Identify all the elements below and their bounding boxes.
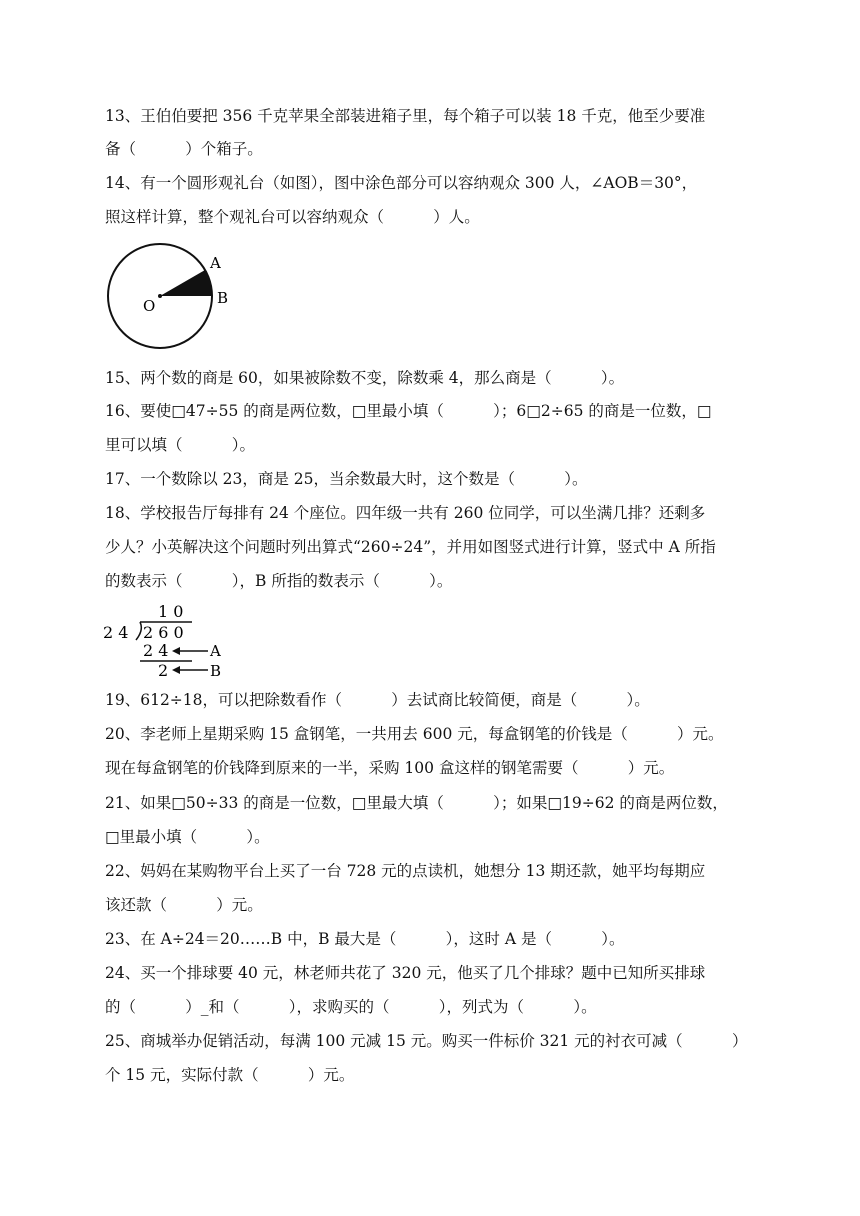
label-a-arrow: A [210,642,221,660]
arrow-a-head [172,647,180,655]
label-b: B [217,289,229,307]
dividend-digits: 2 6 0 [143,623,184,642]
q21-line1: 21、如果□50÷33 的商是一位数，□里最大填（ ）；如果□19÷62 的商是两位数， [105,794,728,812]
q20-line2: 现在每盒钢笔的价钱降到原来的一半，采购 100 盒这样的钢笔需要（ ）元。 [105,759,675,777]
arrow-b-head [172,666,180,674]
q20-line1: 20、李老师上星期采购 15 盒钢笔，一共用去 600 元，每盒钢笔的价钱是（ ）元。 [105,725,724,743]
q18-line3: 的数表示（ ），B 所指的数表示（ ）。 [105,572,453,590]
q21-line2: □里最小填（ ）。 [105,828,270,846]
label-a: A [210,254,221,272]
divisor-digits: 2 4 [103,623,129,642]
q18-line2: 少人？小英解决这个问题时列出算式“260÷24”，并用如图竖式进行计算，竖式中 A 所指 [105,538,716,556]
q25-line1: 25、商城举办促销活动，每满 100 元减 15 元。购买一件标价 321 元的衬衣可减（ ） [105,1032,748,1050]
q18-line1: 18、学校报告厅每排有 24 个座位。四年级一共有 260 位同学，可以坐满几排？还剩多 [105,504,706,522]
q14-line1: 14、有一个圆形观礼台（如图），图中涂色部分可以容纳观众 300 人，∠AOB＝30°， [105,174,698,192]
q17-line1: 17、一个数除以 23，商是 25，当余数最大时，这个数是（ ）。 [105,470,588,488]
q15-line1: 15、两个数的商是 60，如果被除数不变，除数乘 4，那么商是（ ）。 [105,369,625,387]
q24-line1: 24、买一个排球要 40 元，林老师共花了 320 元，他买了几个排球？题中已知所买排球 [105,964,706,982]
q16-line1: 16、要使□47÷55 的商是两位数，□里最小填（ ）；6□2÷65 的商是一位数，□ [105,402,712,420]
q22-line1: 22、妈妈在某购物平台上买了一台 728 元的点读机，她想分 13 期还款，她平均每期应 [105,862,706,880]
q24-line2: 的（ ）_和（ ），求购买的（ ），列式为（ ）。 [105,998,597,1016]
shaded-sector [160,270,212,296]
q23-line1: 23、在 A÷24＝20……B 中，B 最大是（ ），这时 A 是（ ）。 [105,930,625,948]
division-bracket [136,622,141,640]
q25-line2: 个 15 元，实际付款（ ）元。 [105,1066,355,1084]
label-o: O [143,297,156,315]
center-point [158,294,162,298]
remainder-digit: 2 [158,661,169,680]
q22-line2: 该还款（ ）元。 [105,896,263,914]
circle-figure [100,240,240,360]
q14-line2: 照这样计算，整个观礼台可以容纳观众（ ）人。 [105,208,480,226]
product-digits: 2 4 [143,641,169,660]
long-division-figure [100,600,240,682]
q13-line1: 13、王伯伯要把 356 千克苹果全部装进箱子里，每个箱子可以装 18 千克，他至少要准 [105,107,706,125]
q16-line2: 里可以填（ ）。 [105,436,256,454]
quotient-digits: 1 0 [158,602,184,621]
q19-line1: 19、612÷18，可以把除数看作（ ）去试商比较简便，商是（ ）。 [105,691,650,709]
q13-line2: 备（ ）个箱子。 [105,140,263,158]
label-b-arrow: B [210,662,222,680]
